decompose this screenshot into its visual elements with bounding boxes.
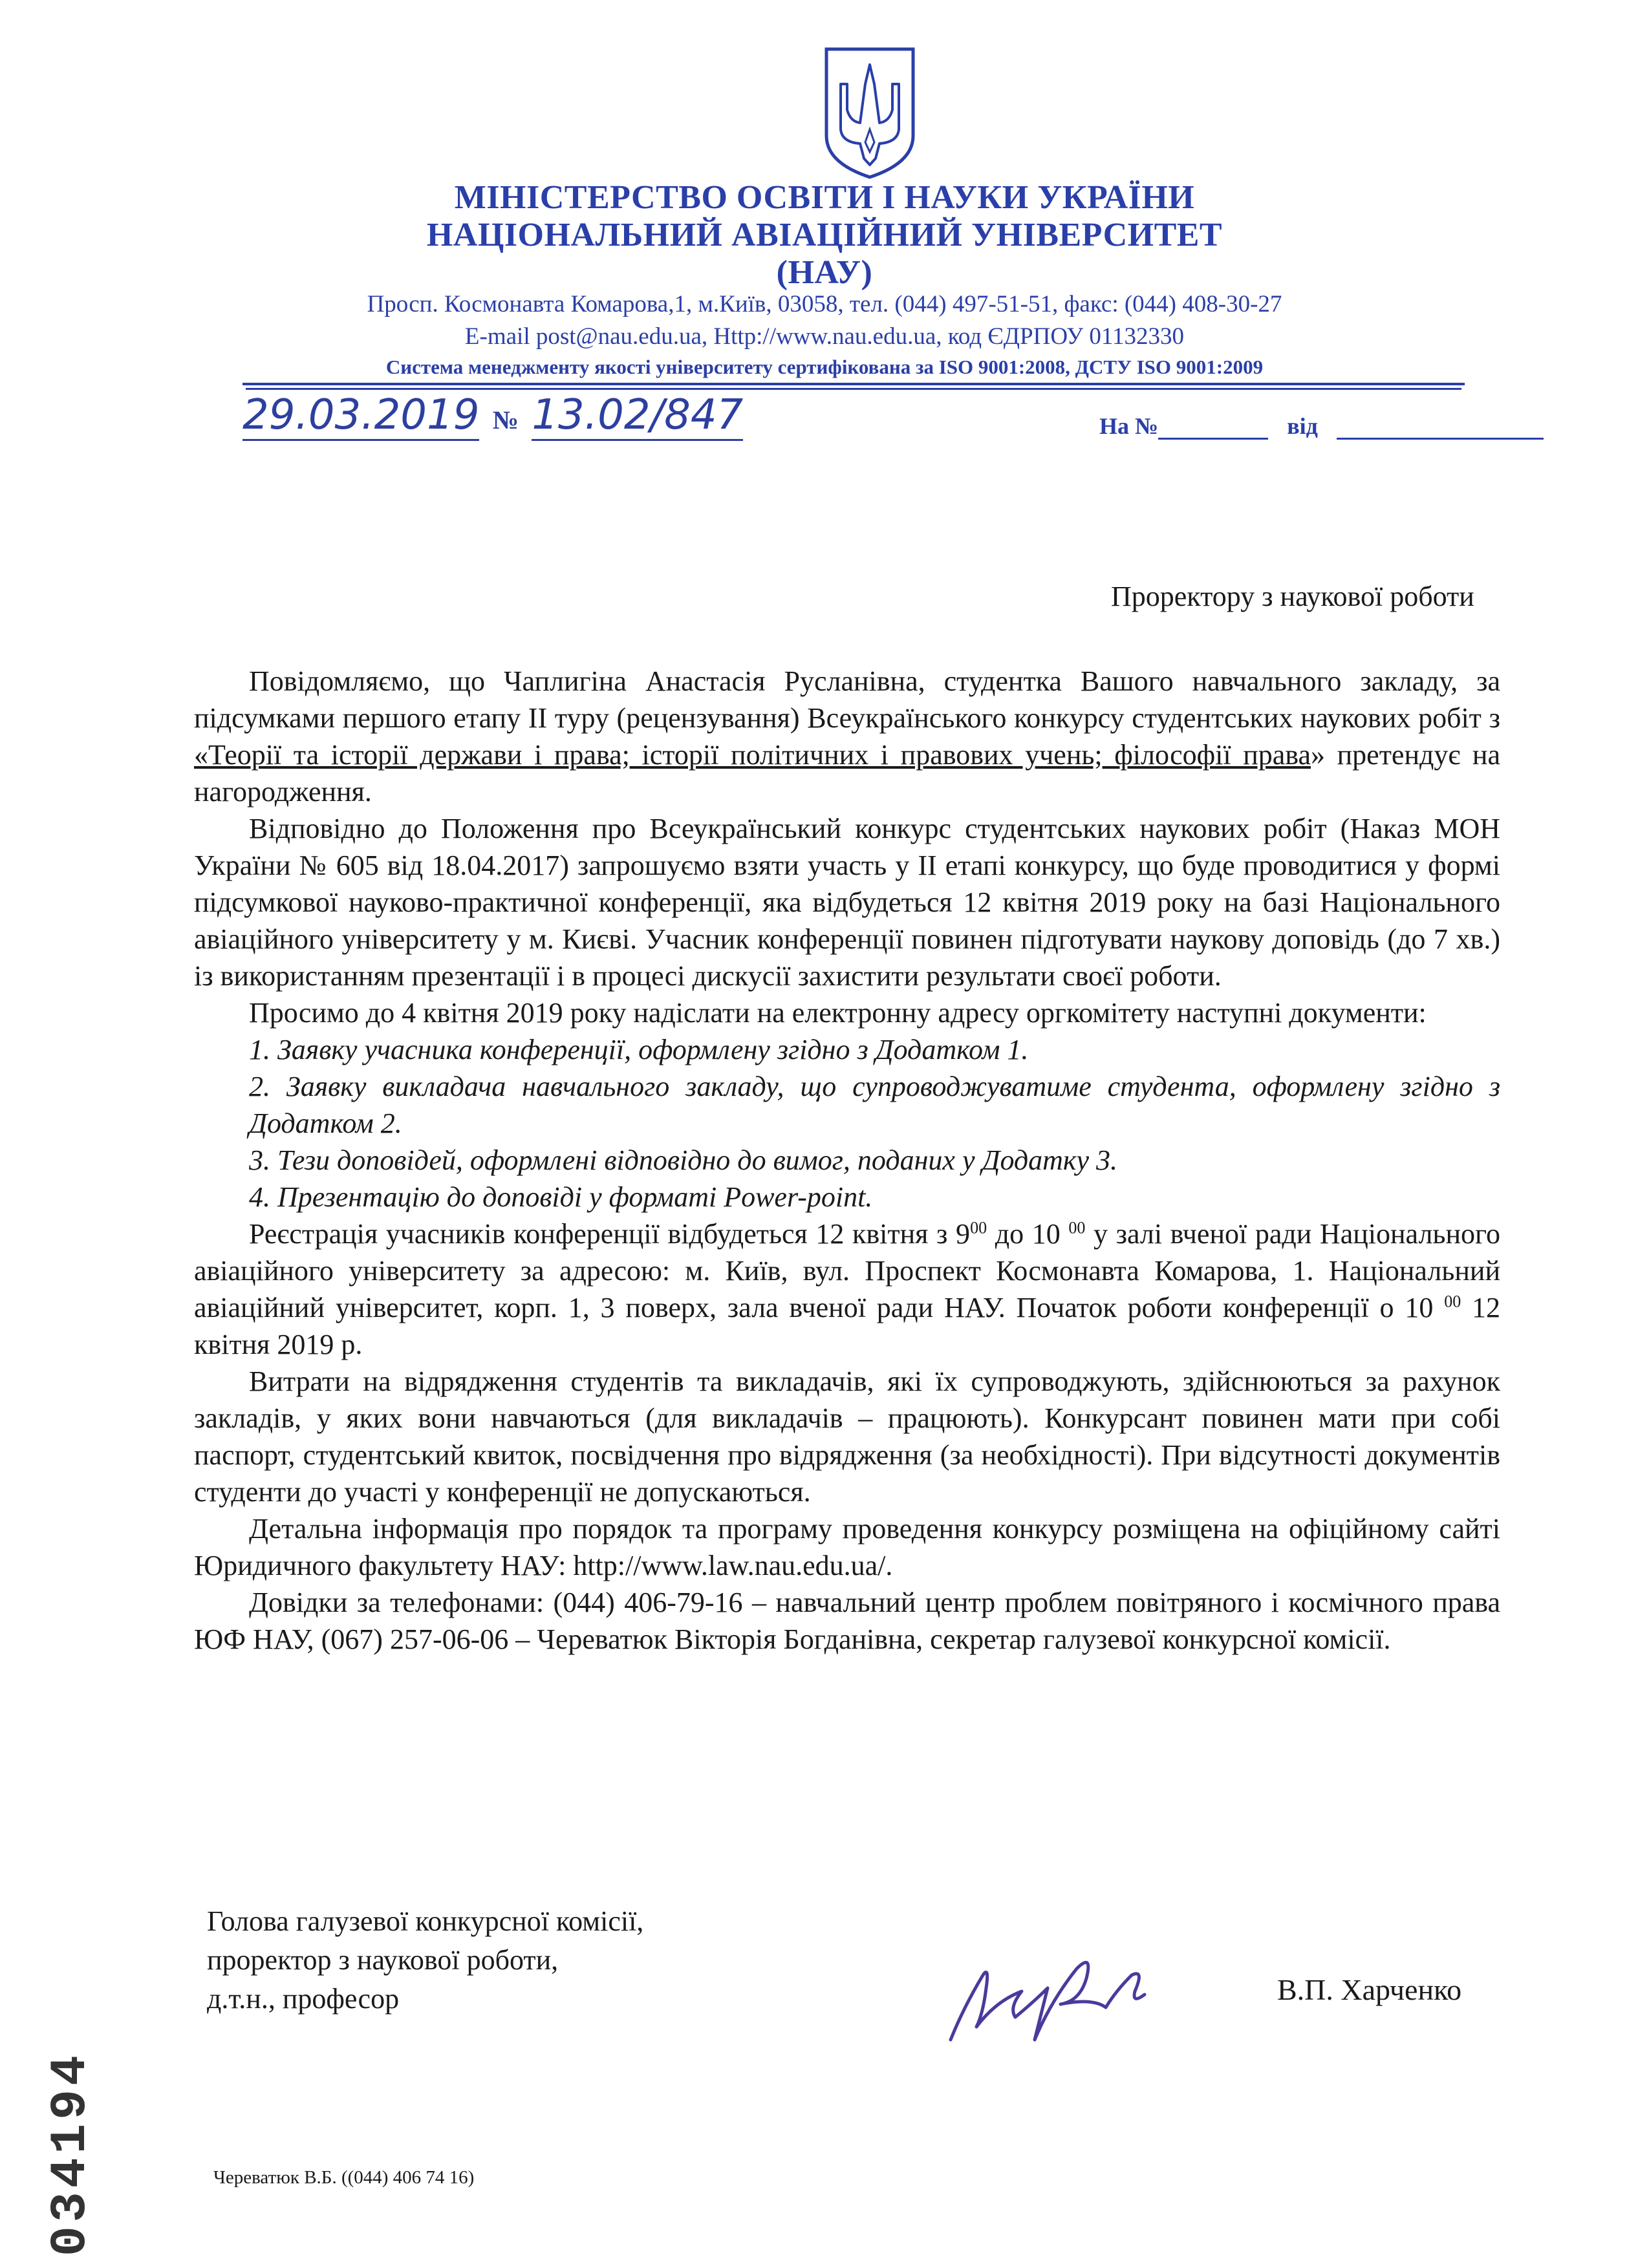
paragraph-registration	[194, 1215, 1500, 1363]
competition-topic: «Теорії та історії держави і права; історії політичних і правових учень; філософії права	[194, 739, 1311, 771]
list-item: 2. Заявку викладача навчального закладу, що супроводжуватиме студента, оформлену згідно з Додатком 2.	[249, 1071, 1500, 1139]
letter-body	[194, 663, 1500, 1658]
time-minutes-sup: 00	[970, 1218, 987, 1237]
list-item: 4. Презентацію до доповіді у форматі Power-point.	[249, 1181, 873, 1213]
university-abbreviation: (НАУ)	[776, 254, 873, 291]
signatory-name: В.П. Харченко	[1277, 1973, 1462, 2006]
stamp-number-text: 034194	[43, 2051, 100, 2256]
handwritten-signature	[938, 1930, 1196, 2059]
ministry-title: МІНІСТЕРСТВО ОСВІТИ І НАУКИ УКРАЇНИ	[454, 179, 1195, 216]
p4-d: 12 квітня 2019 р.	[194, 1292, 1501, 1360]
addressee: Проректору з наукової роботи	[1111, 581, 1474, 612]
address-line: Просп. Космонавта Комарова,1, м.Київ, 03058, тел. (044) 497-51-51, факс: (044) 408-30-27	[367, 291, 1282, 317]
p4-a: Реєстрація учасників конференції відбудеться 12 квітня з 9	[249, 1218, 971, 1250]
p1-end: » претендує на нагородження.	[194, 739, 1500, 808]
signatory-title	[207, 1902, 643, 2018]
list-item: 3. Тези доповідей, оформлені відповідно до вимог, поданих у Додатку 3.	[249, 1144, 1118, 1176]
paragraph-conference: Відповідно до Положення про Всеукраїнський конкурс студентських наукових робіт (Наказ МОН України № 605 від 18.04.2017) запрошуємо взяти участь у ІІ етапі конкурсу, що буде проводитися у формі підсумкової науково-практичної конференції, яка відбудеться 12 квітня 2019 року на базі Національного авіаційного університету у м. Києві. Учасник конференції повинен підготувати наукову доповідь (до 7 хв.) із використанням презентації і в процесі дискусії захистити результати своєї роботи.	[194, 813, 1500, 992]
document-date	[242, 391, 743, 439]
number-sign: №	[492, 405, 519, 434]
paragraph-documents-request: Просимо до 4 квітня 2019 року надіслати на електронну адресу оргкомітету наступні документи:	[249, 997, 1427, 1029]
university-title: НАЦІОНАЛЬНИЙ АВІАЦІЙНИЙ УНІВЕРСИТЕТ	[426, 217, 1223, 253]
header-divider-secondary	[246, 388, 1461, 390]
time-minutes-sup: 00	[1444, 1292, 1461, 1311]
paragraph-phones: Довідки за телефонами: (044) 406-79-16 – навчальний центр проблем повітряного і космічного права ЮФ НАУ, (067) 257-06-06 – Череватюк Вікторія Богданівна, секретар галузевої конкурсної комісії.	[194, 1587, 1500, 1655]
paragraph-website: Детальна інформація про порядок та програму проведення конкурсу розміщена на офіційному сайті Юридичного факультету НАУ: http://www.law.nau.edu.ua/.	[194, 1513, 1500, 1581]
coat-of-arms-icon	[821, 45, 918, 181]
p1-start: Повідомляємо, що Чаплигіна Анастасія Русланівна, студентка Вашого навчального закладу, за підсумками першого етапу ІІ туру (рецензування) Всеукраїнського конкурсу студентських наукових робіт з	[194, 665, 1500, 734]
executor-contact: Череватюк В.Б. ((044) 406 74 16)	[213, 2167, 475, 2188]
date-value: 29.03.2019	[242, 391, 479, 441]
signatory-line-1: Голова галузевої конкурсної комісії,	[207, 1905, 644, 1937]
time-minutes-sup: 00	[1068, 1218, 1086, 1237]
signatory-line-3: д.т.н., професор	[207, 1983, 400, 2015]
paragraph-expenses: Витрати на відрядження студентів та викладачів, які їх супроводжують, здійснюються за рахунок закладів, у яких вони навчаються (для викладачів – працюють). Конкурсант повинен мати при собі паспорт, студентський квиток, посвідчення про відрядження (за необхідності). При відсутності документів студенти до участі у конференції не допускаються.	[194, 1365, 1500, 1508]
registration-stamp-number	[32, 1991, 103, 2263]
p4-b: до 10	[987, 1218, 1069, 1250]
p4-c: у залі вченої ради Національного авіаційного університету за адресою: м. Київ, вул. Проспект Космонавта Комарова, 1. Національний авіаційний університет, корп. 1, 3 поверх, зала вченої ради НАУ. Початок роботи конференції о 10	[194, 1218, 1500, 1323]
contacts-line: E-mail post@nau.edu.ua, Http://www.nau.edu.ua, код ЄДРПОУ 01132330	[464, 323, 1185, 350]
iso-line: Система менеджменту якості університету сертифікована за ISO 9001:2008, ДСТУ ISO 9001:2009	[385, 356, 1264, 378]
reply-date-field	[1337, 412, 1544, 440]
document-number: 13.02/847	[532, 391, 743, 441]
header-divider	[242, 383, 1465, 385]
reply-label: На №	[1099, 413, 1159, 439]
reply-reference	[1099, 412, 1544, 440]
paragraph-invitation-result	[194, 663, 1500, 810]
list-item: 1. Заявку учасника конференції, оформлену згідно з Додатком 1.	[249, 1034, 1029, 1065]
reply-number-field	[1158, 412, 1268, 440]
from-label: від	[1287, 413, 1318, 439]
signatory-line-2: проректор з наукової роботи,	[207, 1944, 559, 1976]
